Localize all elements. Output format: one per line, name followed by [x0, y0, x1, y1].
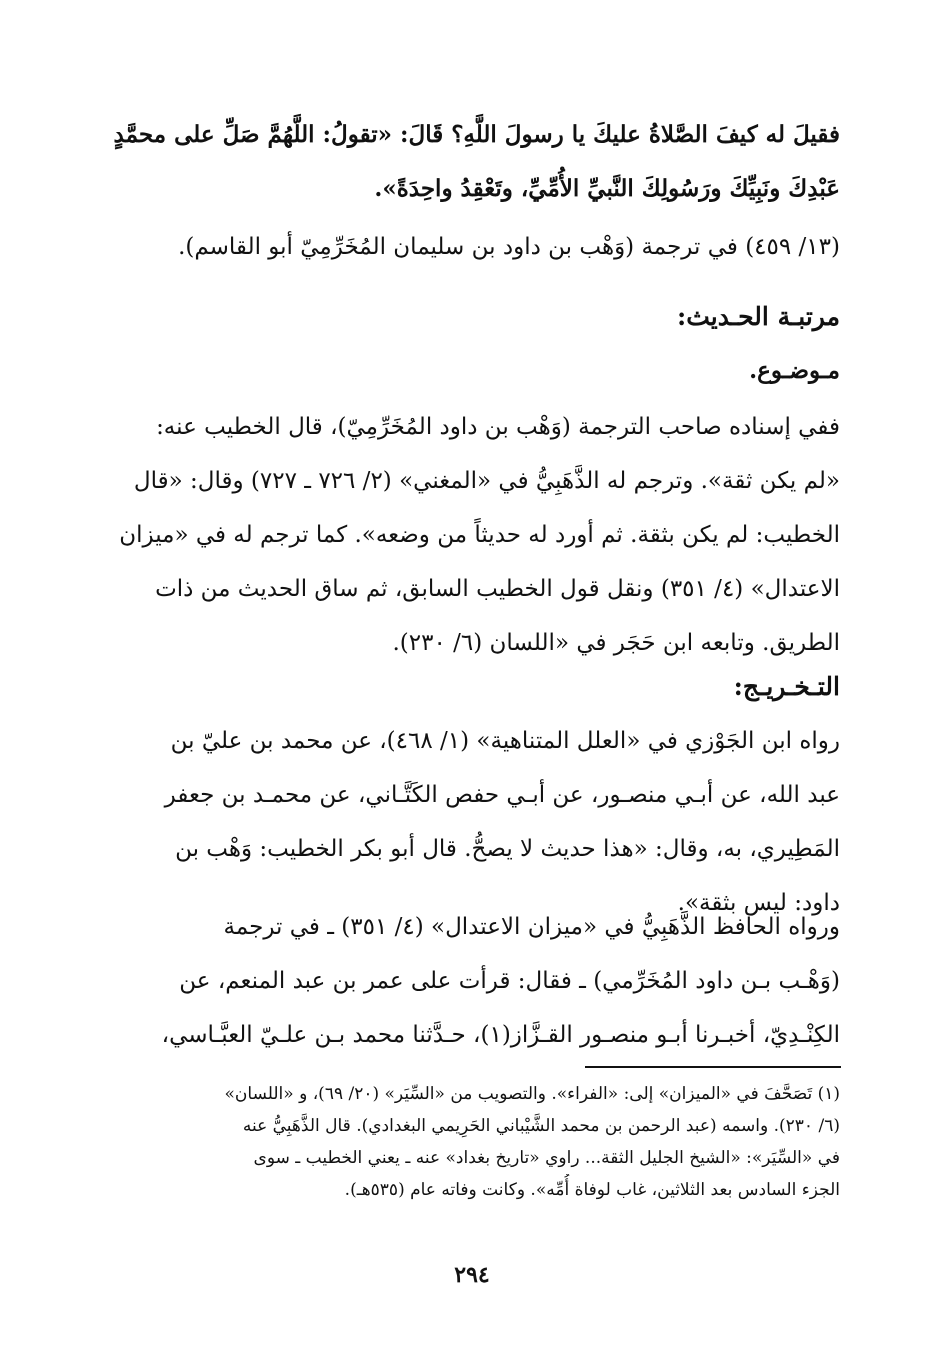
text-line: المَطِيري، به، وقال: «هذا حديث لا يصحُّ. قال أبو بكر الخطيب: وَهْب بن — [175, 836, 840, 862]
footnote-separator — [585, 1066, 841, 1068]
text-line: (١٣/ ٤٥٩) في ترجمة (وَهْب بن داود بن سليمان المُخَرِّمِيّ أبو القاسم). — [178, 234, 840, 260]
rank-paragraph — [92, 400, 840, 670]
text-line: داود: ليس بثقة». — [677, 890, 840, 916]
footnote-line: الجزء السادس بعد الثلاثين، غاب لوفاة أُمِّه». وكانت وفاته عام (٥٣٥هـ). — [344, 1180, 840, 1200]
page-number: ٢٩٤ — [454, 1262, 490, 1288]
text-line: «لم يكن ثقة». وترجم له الذَّهَبِيُّ في «المغني» (٢/ ٧٢٦ ـ ٧٢٧) وقال: «قال — [133, 468, 840, 494]
opening-paragraph — [92, 108, 840, 216]
text-line: الطريق. وتابعه ابن حَجَر في «اللسان (٦/ ٢٣٠). — [392, 630, 840, 656]
footnote-line: (١) تَصَحَّفَ في «الميزان» إلى: «الفراء». والتصويب من «السِّيَر» (٢٠/ ٦٩)، و «اللسان» — [224, 1084, 840, 1104]
takhrij-paragraph-1 — [92, 714, 840, 930]
section-heading-takhrij: التـخـريـج: — [733, 672, 840, 701]
section-heading-rank: مرتبـة الحـديث: — [676, 302, 840, 331]
text-line: ففي إسناده صاحب الترجمة (وَهْب بن داود المُخَرِّمِيّ)، قال الخطيب عنه: — [156, 414, 840, 440]
footnote-line: (٦/ ٢٣٠). واسمه (عبد الرحمن بن محمد الشَّيْباني الحَرِيمي البغدادي). قال الذَّهَبِيُّ عنه — [242, 1116, 840, 1136]
text-line: فقيلَ له كيفَ الصَّلاةُ عليكَ يا رسولَ اللَّهِ؟ قَالَ: «تقولُ: اللَّهُمَّ صَلِّ على محمَّدٍ — [113, 121, 840, 148]
text-line: رواه ابن الجَوْزي في «العلل المتناهية» (١/ ٤٦٨)، عن محمد بن عليّ بن — [170, 728, 840, 754]
footnote — [92, 1078, 840, 1206]
text-line: مـوضـوع. — [749, 357, 840, 384]
takhrij-paragraph-2 — [92, 900, 840, 1062]
reference-line — [92, 220, 840, 274]
footnote-line: في «السِّيَر»: «الشيخ الجليل الثقة... راوي «تاريخ بغداد» عنه ـ يعني الخطيب ـ سوى — [253, 1148, 840, 1168]
text-line: عَبْدِكَ ونَبِيِّكَ ورَسُولِكَ النَّبيِّ الأُمِّيِّ، وتَعْقِدُ واحِدَةً». — [374, 175, 840, 202]
text-line: (وَهْـب بـن داود المُخَرِّمي) ـ فقال: قرأت على عمر بن عبد المنعم، عن — [179, 968, 840, 994]
text-line: عبد الله، عن أبـي منصـور، عن أبـي حفص الكَتَّـاني، عن محمـد بن جعفر — [164, 782, 840, 808]
verdict — [92, 344, 842, 398]
text-line: الكِنْـدِيّ، أخبـرنا أبـو منصـور القـزَّاز(١)، حـدَّثنا محمد بـن علـيّ العبَّـاسي، — [161, 1022, 840, 1048]
text-line: الاعتدال» (٤/ ٣٥١) ونقل قول الخطيب السابق، ثم ساق الحديث من ذات — [155, 576, 840, 602]
text-line: الخطيب: لم يكن بثقة. ثم أورد له حديثاً من وضعه». كما ترجم له في «ميزان — [119, 522, 840, 548]
text-line: ورواه الحافظ الذَّهَبِيُّ في «ميزان الاعتدال» (٤/ ٣٥١) ـ في ترجمة — [223, 914, 840, 940]
